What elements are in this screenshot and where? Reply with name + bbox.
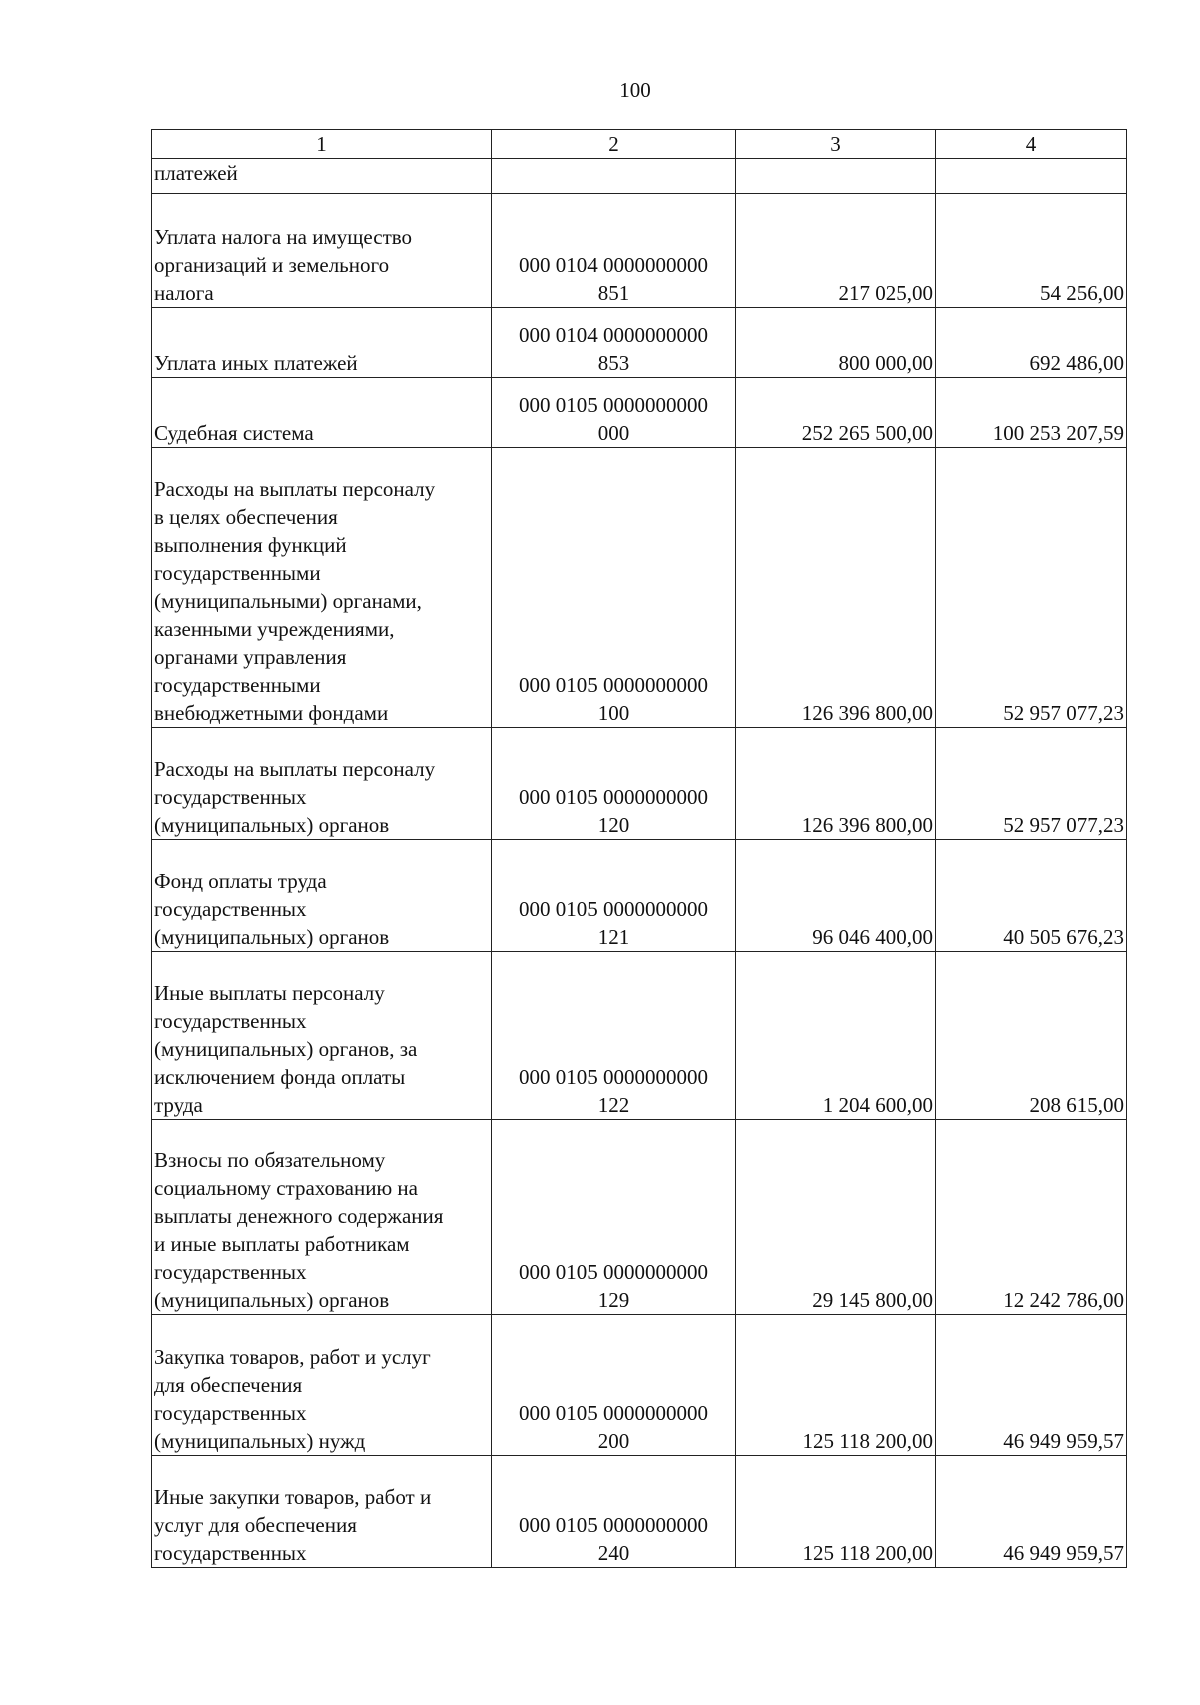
- row-fact: 46 949 959,57: [1003, 1541, 1124, 1565]
- row-name: платежей: [154, 161, 238, 185]
- table-row: [152, 448, 1127, 728]
- table-row: [152, 728, 1127, 840]
- page-number: 100: [619, 78, 651, 102]
- row-name: Закупка товаров, работ и услуг для обеспечения государственных (муниципальных) нужд: [154, 1345, 431, 1453]
- table-row: [152, 1120, 1127, 1315]
- row-fact: 54 256,00: [1040, 281, 1124, 305]
- row-fact: 52 957 077,23: [1003, 813, 1124, 837]
- row-code: 000 0105 0000000000 000: [519, 393, 708, 445]
- row-code: 000 0105 0000000000 240: [519, 1513, 708, 1565]
- row-plan: 252 265 500,00: [801, 421, 933, 445]
- table-row: [152, 194, 1127, 308]
- row-code: 000 0105 0000000000 200: [519, 1401, 708, 1453]
- row-code: 000 0105 0000000000 120: [519, 785, 708, 837]
- row-fact: 100 253 207,59: [992, 421, 1124, 445]
- row-fact: 40 505 676,23: [1003, 925, 1124, 949]
- row-fact: 46 949 959,57: [1003, 1429, 1124, 1453]
- header-col-4: 4: [936, 130, 1127, 159]
- row-name: Судебная система: [154, 421, 314, 445]
- header-col-3: 3: [736, 130, 936, 159]
- row-plan: 126 396 800,00: [801, 701, 933, 725]
- row-code: 000 0104 0000000000 853: [519, 323, 708, 375]
- table-row: [152, 952, 1127, 1120]
- row-code: 000 0104 0000000000 851: [519, 253, 708, 305]
- row-plan: 29 145 800,00: [812, 1288, 933, 1312]
- row-fact: 52 957 077,23: [1003, 701, 1124, 725]
- row-code: 000 0105 0000000000 129: [519, 1260, 708, 1312]
- row-name: Расходы на выплаты персоналу государственных (муниципальных) органов: [154, 757, 436, 837]
- table-row: [152, 159, 1127, 194]
- table-row: [152, 308, 1127, 378]
- row-fact: 12 242 786,00: [1003, 1288, 1124, 1312]
- row-fact: 208 615,00: [1029, 1093, 1124, 1117]
- table-row: [152, 1456, 1127, 1568]
- row-code: 000 0105 0000000000 100: [519, 673, 708, 725]
- row-name: Уплата иных платежей: [154, 351, 358, 375]
- row-name: Расходы на выплаты персоналу в целях обеспечения выполнения функций государственными (муниципальными) органами, казенными учреждениями, органами управления государственными внебюджетными фондами: [154, 477, 436, 725]
- row-fact: 692 486,00: [1029, 351, 1124, 375]
- table-row: [152, 1315, 1127, 1456]
- budget-table: [151, 129, 1127, 1568]
- row-plan: 800 000,00: [838, 351, 933, 375]
- header-col-1: 1: [152, 130, 492, 159]
- row-name: Фонд оплаты труда государственных (муниципальных) органов: [154, 869, 390, 949]
- row-plan: 125 118 200,00: [802, 1429, 933, 1453]
- header-row: [152, 130, 1127, 159]
- row-name: Иные закупки товаров, работ и услуг для обеспечения государственных: [154, 1485, 432, 1565]
- table-row: [152, 840, 1127, 952]
- header-col-2: 2: [492, 130, 736, 159]
- row-code: 000 0105 0000000000 122: [519, 1065, 708, 1117]
- row-plan: 1 204 600,00: [822, 1093, 933, 1117]
- row-plan: 126 396 800,00: [801, 813, 933, 837]
- row-plan: 96 046 400,00: [812, 925, 933, 949]
- row-name: Взносы по обязательному социальному страхованию на выплаты денежного содержания и иные выплаты работникам государственных (муниципальных) органов: [154, 1148, 444, 1312]
- row-name: Уплата налога на имущество организаций и земельного налога: [154, 225, 413, 305]
- row-name: Иные выплаты персоналу государственных (муниципальных) органов, за исключением фонда оплаты труда: [154, 981, 418, 1117]
- table-row: [152, 378, 1127, 448]
- row-code: 000 0105 0000000000 121: [519, 897, 708, 949]
- row-plan: 125 118 200,00: [802, 1541, 933, 1565]
- row-plan: 217 025,00: [838, 281, 933, 305]
